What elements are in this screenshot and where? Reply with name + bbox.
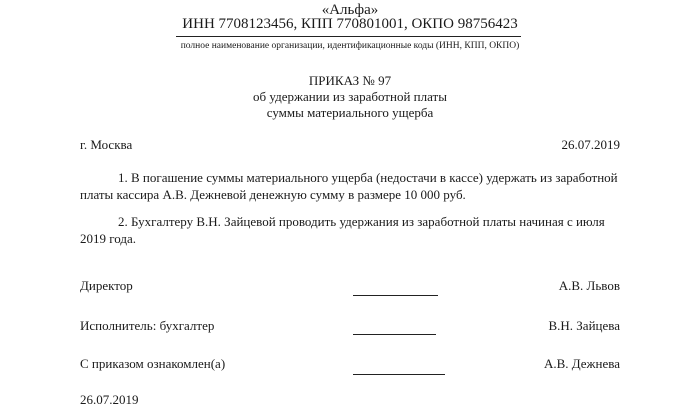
order-subject-line-2: суммы материального ущерба	[266, 105, 434, 120]
paragraph-2-text: 2. Бухгалтеру В.Н. Зайцевой проводить удержания из заработной платы начиная с июля 2019 года.	[80, 214, 605, 246]
signature-line-director	[353, 295, 438, 296]
order-date: 26.07.2019	[561, 137, 620, 152]
signature-line-accountant	[353, 334, 436, 335]
order-title	[0, 73, 700, 121]
signature-line-acknowledged	[353, 374, 445, 375]
paragraph-1-text: 1. В погашение суммы материального ущерба (недостачи в кассе) удержать из заработной платы кассира А.В. Дежневой денежную сумму в размере 10 000 руб.	[80, 170, 618, 202]
acknowledgement-date: 26.07.2019	[80, 392, 139, 407]
order-number: ПРИКАЗ № 97	[308, 73, 392, 88]
header-divider	[176, 36, 521, 37]
signature-name-accountant: В.Н. Зайцева	[548, 318, 620, 333]
order-subject-line-1: об удержании из заработной платы	[253, 89, 447, 104]
header-caption: полное наименование организации, идентификационные коды (ИНН, КПП, ОКПО)	[180, 41, 520, 51]
signature-role-director: Директор	[80, 278, 133, 293]
signature-role-accountant: Исполнитель: бухгалтер	[80, 318, 215, 333]
paragraph-1	[80, 169, 625, 203]
signature-name-director: А.В. Львов	[558, 278, 620, 293]
organization-codes: ИНН 7708123456, КПП 770801001, ОКПО 98756423	[182, 16, 518, 32]
paragraph-2	[80, 213, 625, 247]
signature-role-acknowledged: С приказом ознакомлен(а)	[80, 356, 226, 371]
city: г. Москва	[80, 137, 133, 152]
organization-name: «Альфа»	[321, 2, 379, 18]
signature-name-acknowledged: А.В. Дежнева	[543, 356, 620, 371]
